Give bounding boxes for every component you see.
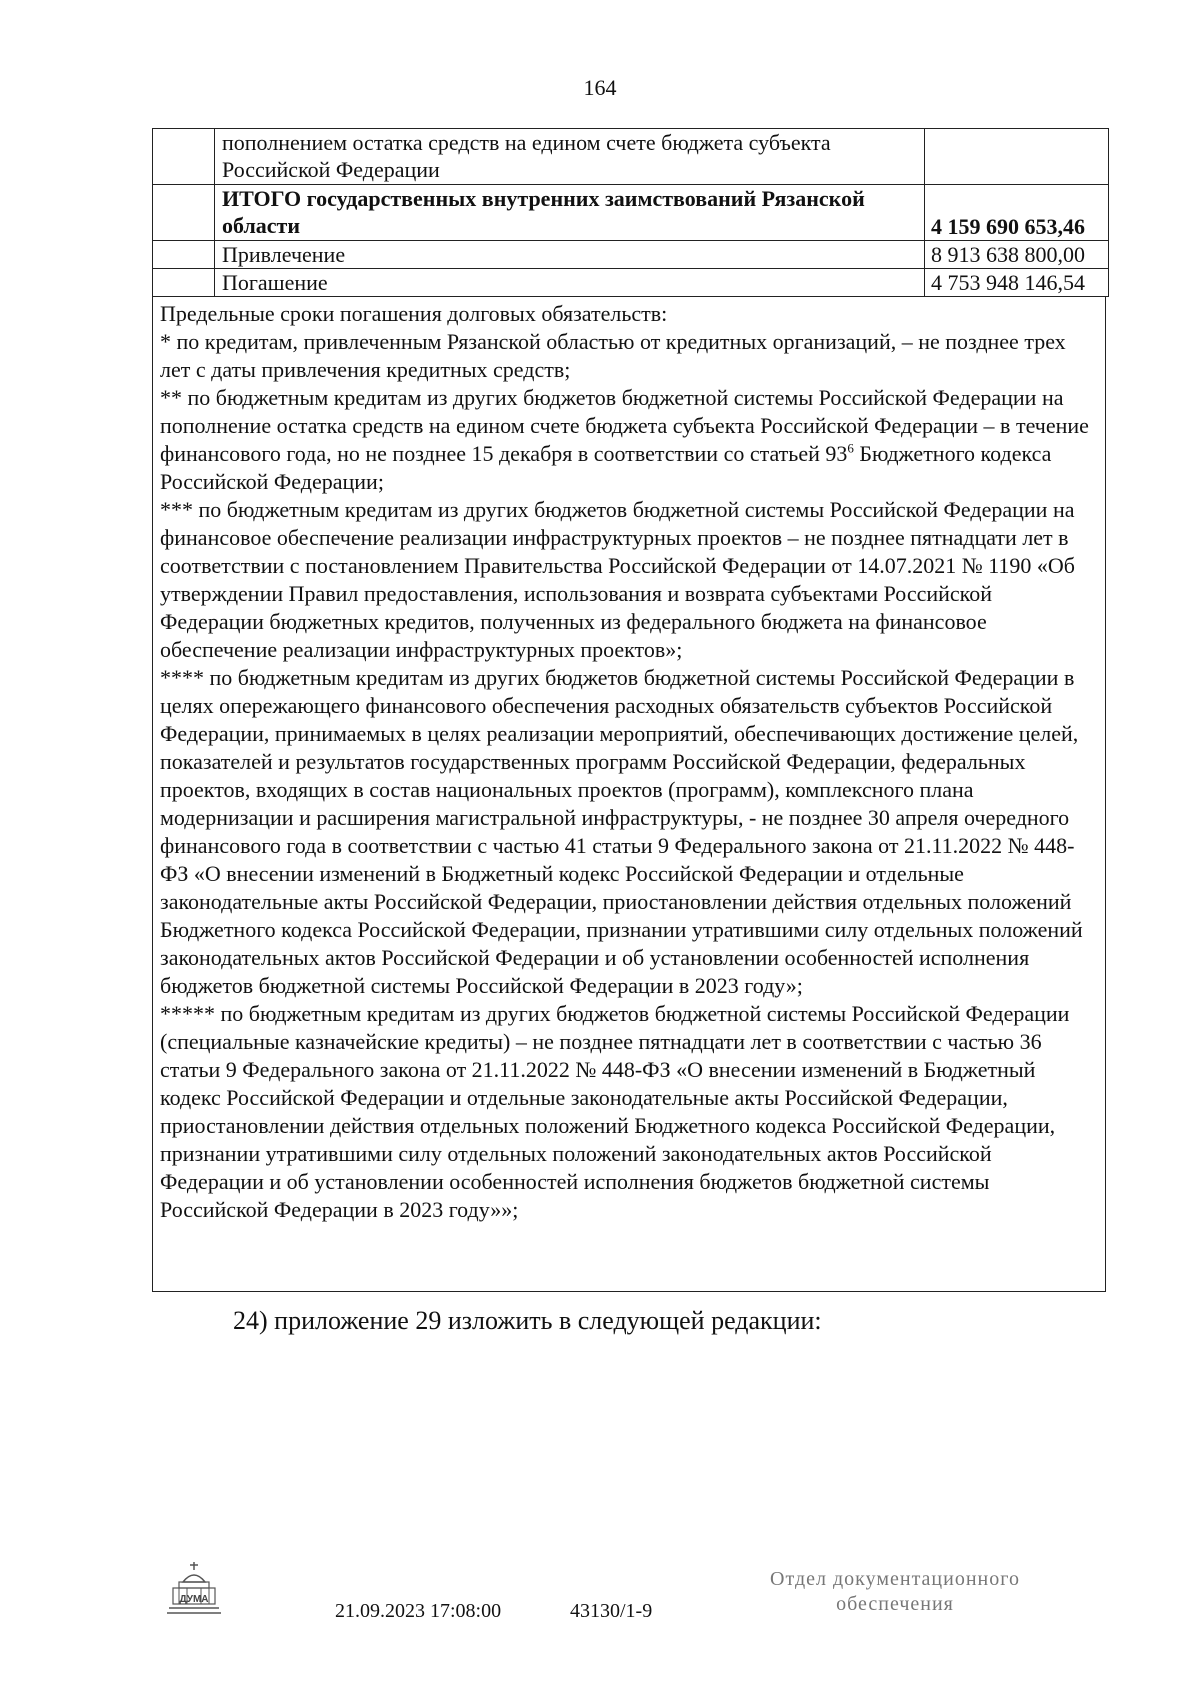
duma-logo-icon bbox=[165, 1560, 223, 1620]
table-cell-index bbox=[153, 129, 215, 185]
stamp-line-1: Отдел документационного bbox=[770, 1568, 1020, 1590]
note-2-text: ** по бюджетным кредитам из других бюджетов бюджетной системы Российской Федерации на пополнение остатка средств на едином счете бюджета субъекта Российской Федерации – в течение финансового года, но не позднее 15 декабря в соответствии со статьей 93 bbox=[160, 385, 1089, 466]
table-row bbox=[153, 241, 1109, 269]
borrowing-table bbox=[152, 128, 1109, 297]
page-number: 164 bbox=[583, 75, 617, 100]
note-2 bbox=[160, 384, 1097, 496]
row-label: Привлечение bbox=[215, 241, 925, 269]
table-row bbox=[153, 185, 1109, 241]
row-value bbox=[925, 129, 1109, 185]
row-label: Погашение bbox=[215, 269, 925, 297]
next-item-heading: 24) приложение 29 изложить в следующей редакции: bbox=[233, 1306, 822, 1335]
row-value: 4 753 948 146,54 bbox=[925, 269, 1109, 297]
note-3: *** по бюджетным кредитам из других бюджетов бюджетной системы Российской Федерации на финансовое обеспечение реализации инфраструктурных проектов – не позднее пятнадцати лет в соответствии с постановлением Правительства Российской Федерации от 14.07.2021 № 1190 «Об утверждении Правил предоставления, использования и возврата субъектами Российской Федерации бюджетных кредитов, полученных из федерального бюджета на финансовое обеспечение реализации инфраструктурных проектов»; bbox=[160, 497, 1075, 662]
table-row bbox=[153, 129, 1109, 185]
table-cell-index bbox=[153, 269, 215, 297]
table-row bbox=[153, 269, 1109, 297]
total-label: ИТОГО государственных внутренних заимствований Рязанской области bbox=[215, 185, 925, 241]
note-1: * по кредитам, привлеченным Рязанской областью от кредитных организаций, – не позднее трех лет с даты привлечения кредитных средств; bbox=[160, 329, 1066, 382]
logo-lettering: ДУМА bbox=[179, 1594, 209, 1605]
note-5: ***** по бюджетным кредитам из других бюджетов бюджетной системы Российской Федерации (специальные казначейские кредиты) – не позднее пятнадцати лет в соответствии с частью 36 статьи 9 Федерального закона от 21.11.2022 № 448-ФЗ «О внесении изменений в Бюджетный кодекс Российской Федерации и отдельные законодательные акты Российской Федерации, приостановлении действия отдельных положений Бюджетного кодекса Российской Федерации, признании утратившими силу отдельных положений законодательных актов Российской Федерации и об установлении особенностей исполнения бюджетов бюджетной системы Российской Федерации в 2023 году»»; bbox=[160, 1001, 1070, 1222]
note-2-text-end: Бюджетного кодекса Российской Федерации; bbox=[160, 441, 1052, 494]
stamp-line-2: обеспечения bbox=[836, 1593, 954, 1615]
notes-heading: Предельные сроки погашения долговых обязательств: bbox=[160, 301, 668, 326]
note-2-superscript: 6 bbox=[847, 440, 854, 456]
footer-document-code: 43130/1-9 bbox=[570, 1600, 653, 1622]
row-value: 8 913 638 800,00 bbox=[925, 241, 1109, 269]
total-value: 4 159 690 653,46 bbox=[925, 185, 1109, 241]
row-label: пополнением остатка средств на едином счете бюджета субъекта Российской Федерации bbox=[215, 129, 925, 185]
department-stamp bbox=[745, 1567, 1045, 1617]
note-4: **** по бюджетным кредитам из других бюджетов бюджетной системы Российской Федерации в целях опережающего финансового обеспечения расходных обязательств субъектов Российской Федерации, принимаемых в целях реализации мероприятий, обеспечивающих достижение целей, показателей и результатов государственных программ Российской Федерации, федеральных проектов, входящих в состав национальных проектов (программ), комплексного плана модернизации и расширения магистральной инфраструктуры, - не позднее 30 апреля очередного финансового года в соответствии с частью 41 статьи 9 Федерального закона от 21.11.2022 № 448-ФЗ «О внесении изменений в Бюджетный кодекс Российской Федерации и отдельные законодательные акты Российской Федерации, приостановлении действия отдельных положений Бюджетного кодекса Российской Федерации, признании утратившими силу отдельных положений законодательных актов Российской Федерации и об установлении особенностей исполнения бюджетов бюджетной системы Российской Федерации в 2023 году»; bbox=[160, 665, 1083, 998]
table-cell-index bbox=[153, 241, 215, 269]
table-cell-index bbox=[153, 185, 215, 241]
footer-date: 21.09.2023 17:08:00 bbox=[335, 1600, 502, 1622]
notes-block bbox=[152, 296, 1106, 1292]
